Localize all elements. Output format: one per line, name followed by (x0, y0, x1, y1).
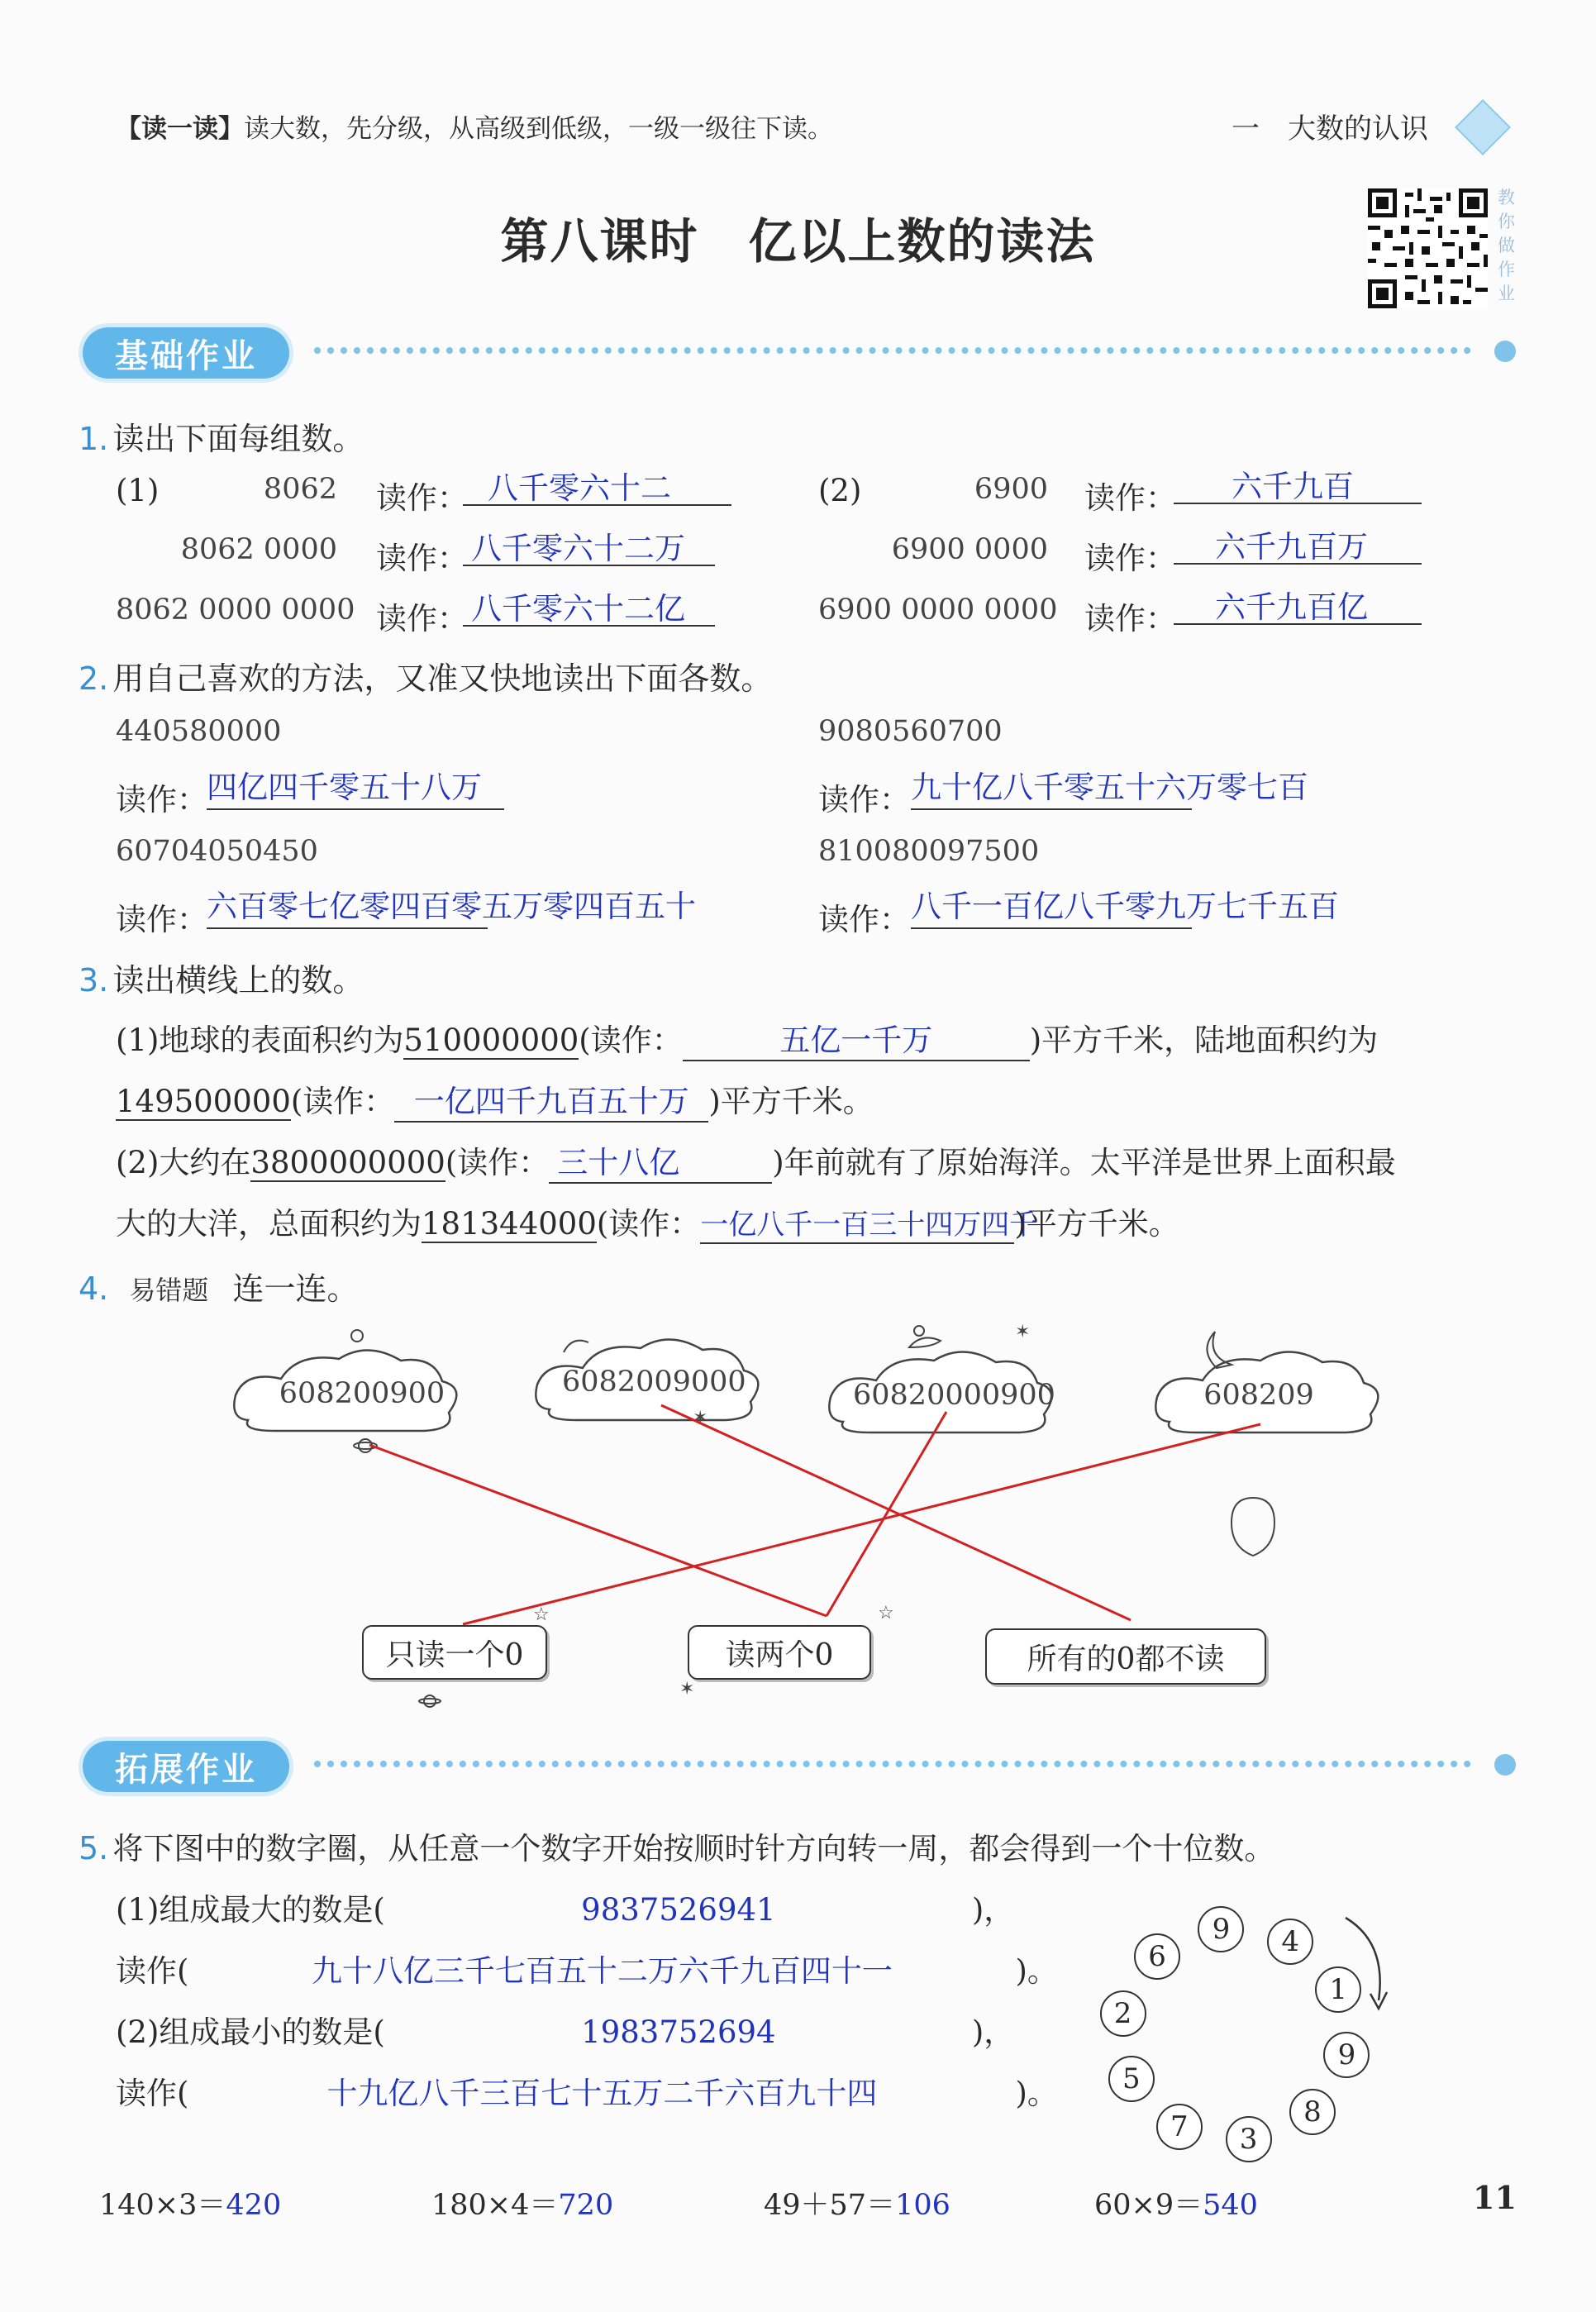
clockwise-arrow-icon (1322, 1901, 1405, 2025)
sentence-line: 大的大洋，总面积约为181344000(读作：一亿八千一百三十四万四千)平方千米。 (116, 1199, 1179, 1244)
read-label: 读作： (1084, 601, 1176, 636)
answer-line: (2)组成最小的数是( 1983752694 )， (116, 2014, 1015, 2050)
oral-calc: 140×3＝420 (99, 2189, 282, 2222)
read-label: 读作： (116, 902, 207, 937)
divider-end (1494, 341, 1516, 362)
read-label: 读作： (818, 782, 910, 818)
section-banner-extend: 拓展作业 (83, 1741, 289, 1792)
question-text: 将下图中的数字圈，从任意一个数字开始按顺时针方向转一周，都会得到一个十位数。 (112, 1831, 1275, 1866)
read-label: 读作： (1084, 480, 1176, 516)
question-text: 读出横线上的数。 (112, 962, 364, 999)
number: 9080560700 (818, 715, 1003, 748)
number: 440580000 (116, 715, 282, 748)
diamond-icon (1455, 99, 1511, 155)
oral-calc: 60×9＝540 (1094, 2189, 1258, 2222)
match-box-read-no-zeros[interactable]: 所有的0都不读 (985, 1628, 1266, 1685)
ring-digit: 9 (1323, 2032, 1370, 2078)
divider-end (1494, 1754, 1516, 1776)
match-line (827, 1412, 946, 1616)
answer-field[interactable]: 八千零六十二 (463, 463, 731, 506)
question-3 (79, 955, 364, 1000)
svg-text:✶: ✶ (1015, 1322, 1031, 1342)
svg-text:☆: ☆ (878, 1603, 894, 1623)
answer-line: 读作( 九十八亿三千七百五十二万六千九百四十一 )。 (116, 1946, 1058, 1990)
question-text: 读出下面每组数。 (112, 421, 364, 457)
oral-calc: 49＋57＝106 (764, 2189, 950, 2222)
answer-field[interactable]: 六百零七亿零四百零五万零四百五十 (207, 881, 488, 929)
answer-field[interactable]: 九十八亿三千七百五十二万六千九百四十一 (311, 1953, 893, 1989)
ring-digit: 9 (1198, 1906, 1244, 1952)
page-title: 第八课时 亿以上数的读法 (500, 213, 1096, 269)
number: 6900 0000 0000 (818, 593, 1058, 627)
tip-label: 【读一读】 (116, 114, 244, 144)
ring-digit: 6 (1134, 1933, 1180, 1980)
read-label: 读作： (376, 601, 468, 636)
cloud-number: 608209 (1203, 1379, 1314, 1412)
question-1 (79, 413, 364, 459)
answer-field[interactable]: 九十亿八千零五十六万零七百 (911, 762, 1192, 810)
number: 810080097500 (818, 835, 1040, 868)
question-number: 5. (79, 1830, 109, 1866)
question-number: 1. (79, 421, 109, 457)
read-label: 读作： (376, 541, 468, 576)
ring-digit: 2 (1100, 1990, 1146, 2037)
ring-digit: 7 (1156, 2104, 1203, 2150)
answer-line: (1)组成最大的数是( 9837526941 )， (116, 1892, 1015, 1928)
question-number: 4. (79, 1270, 109, 1307)
question-number: 2. (79, 660, 109, 697)
divider (314, 1761, 1471, 1767)
cloud-number: 60820000900 (853, 1379, 1055, 1412)
ring-digit: 4 (1267, 1919, 1313, 1965)
question-number: 3. (79, 962, 109, 999)
answer-field[interactable]: 六千九百万 (1174, 522, 1422, 565)
ring-digit: 8 (1289, 2089, 1336, 2135)
read-label: 读作： (376, 480, 468, 516)
number: 8062 0000 (180, 533, 337, 566)
divider (314, 347, 1471, 354)
side-text: 教你做作业 (1498, 188, 1515, 303)
answer-field[interactable]: 六千九百亿 (1174, 582, 1422, 625)
question-text: 连一连。 (232, 1270, 359, 1307)
error-prone-tag: 易错题 (129, 1275, 209, 1306)
match-line (661, 1405, 1131, 1620)
sentence-line: (1)地球的表面积约为510000000(读作： 五亿一千万 )平方千米，陆地面积约为 (116, 1015, 1378, 1061)
group-label: (2) (818, 473, 862, 508)
number: 8062 0000 0000 (116, 593, 355, 627)
match-box-read-one-zero[interactable]: 只读一个0 (362, 1625, 547, 1680)
answer-field[interactable]: 一亿八千一百三十四万四千 (700, 1202, 1014, 1244)
number: 6900 (974, 473, 1048, 506)
answer-field[interactable]: 十九亿八千三百七十五万二千六百九十四 (326, 2076, 878, 2111)
answer-field[interactable]: 六千九百 (1174, 461, 1422, 504)
answer-field[interactable]: 一亿四千九百五十万 (394, 1076, 708, 1123)
question-5 (79, 1823, 1274, 1868)
oral-calc: 180×4＝720 (431, 2189, 614, 2222)
answer-field[interactable]: 9837526941 (581, 1892, 776, 1928)
page-number: 11 (1473, 2179, 1517, 2216)
answer-line: 读作( 十九亿八千三百七十五万二千六百九十四 )。 (116, 2068, 1058, 2113)
chapter-title: 一 大数的认识 (1232, 112, 1428, 145)
cloud-number: 6082009000 (562, 1366, 746, 1399)
sentence-line: 149500000(读作： 一亿四千九百五十万 )平方千米。 (116, 1076, 874, 1123)
number: 6900 0000 (891, 533, 1048, 566)
tip-text: 读大数，先分级，从高级到低级，一级一级往下读。 (244, 114, 833, 144)
read-label: 读作： (818, 902, 910, 937)
svg-text:☆: ☆ (533, 1604, 550, 1625)
answer-field[interactable]: 三十八亿 (549, 1137, 772, 1184)
qr-code-icon[interactable] (1368, 188, 1488, 308)
number: 60704050450 (116, 835, 318, 868)
answer-field[interactable]: 五亿一千万 (683, 1015, 1030, 1061)
answer-field[interactable]: 八千零六十二万 (463, 523, 715, 566)
number: 8062 (263, 473, 337, 506)
cloud-number: 608200900 (279, 1377, 445, 1410)
svg-text:✶: ✶ (693, 1408, 708, 1428)
answer-field[interactable]: 八千一百亿八千零九万七千五百 (911, 881, 1192, 929)
group-label: (1) (116, 473, 160, 508)
answer-field[interactable]: 八千零六十二亿 (463, 584, 715, 627)
read-label: 读作： (116, 782, 207, 818)
section-banner-basic: 基础作业 (83, 327, 289, 379)
ring-digit: 5 (1108, 2056, 1155, 2102)
question-text: 用自己喜欢的方法，又准又快地读出下面各数。 (112, 660, 773, 697)
read-label: 读作： (1084, 541, 1176, 576)
answer-field[interactable]: 四亿四千零五十八万 (207, 762, 504, 810)
match-lines (369, 1405, 1260, 1624)
sentence-line: (2)大约在3800000000(读作： 三十八亿 )年前就有了原始海洋。太平洋是世界上面积最 (116, 1137, 1396, 1184)
reading-tip (116, 107, 833, 145)
question-2 (79, 653, 772, 698)
match-box-read-two-zeros[interactable]: 读两个0 (688, 1625, 871, 1680)
question-4 (79, 1263, 358, 1309)
svg-text:✶: ✶ (679, 1679, 695, 1699)
answer-field[interactable]: 1983752694 (581, 2014, 776, 2050)
ring-digit: 1 (1315, 1966, 1361, 2013)
ring-digit: 3 (1226, 2116, 1272, 2162)
